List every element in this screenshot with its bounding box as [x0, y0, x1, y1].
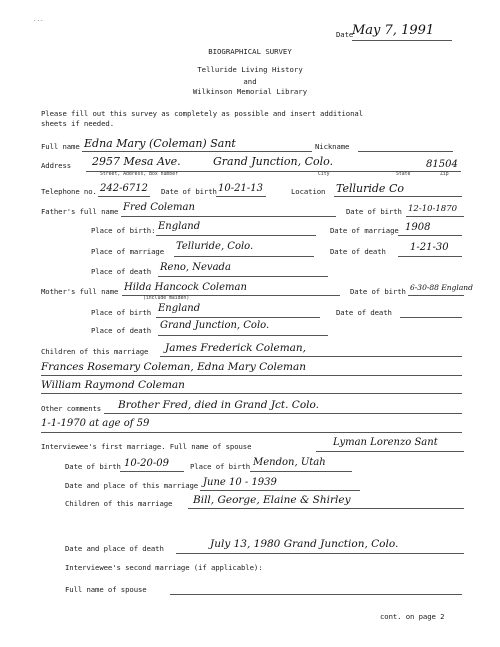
mother-pob-value: England: [158, 303, 201, 314]
maiden-note: (include maiden): [143, 296, 190, 301]
address-label: Address: [41, 161, 72, 170]
second-marriage-label: Interviewee's second marriage (if applicable):: [65, 563, 263, 572]
address-sub-state: State: [396, 172, 411, 177]
date-place-death-label: Date and place of death: [65, 544, 164, 553]
full-name-label: Full name: [41, 142, 80, 151]
location-label: Location: [291, 187, 326, 196]
spouse-pob-label: Place of birth: [190, 462, 251, 471]
father-value: Fred Coleman: [123, 202, 195, 213]
date-value: May 7, 1991: [352, 23, 435, 38]
subtitle-2: and: [243, 77, 257, 86]
father-pob-value: England: [158, 221, 201, 232]
address-sub-zip: Zip: [440, 172, 449, 177]
date-of-marriage-label: Date of marriage: [330, 226, 399, 235]
comments-line-1: Brother Fred, died in Grand Jct. Colo.: [118, 399, 319, 411]
date-label: Date: [336, 30, 354, 39]
address-sub-city: City: [318, 172, 330, 177]
date-of-death-label: Date of death: [330, 247, 386, 256]
address-sub-street: Street, Address, Box number: [100, 172, 178, 177]
mother-pod-label: Place of death: [91, 326, 152, 335]
location-value: Telluride Co: [336, 182, 404, 195]
full-name-value: Edna Mary (Coleman) Sant: [84, 137, 236, 150]
mother-value: Hilda Hancock Coleman: [124, 282, 247, 293]
place-of-death-label: Place of death: [91, 267, 152, 276]
father-death-place-value: Reno, Nevada: [160, 262, 231, 273]
mother-pob-label: Place of birth: [91, 308, 152, 317]
marriage-date-value: 1908: [405, 222, 431, 233]
spouse-value: Lyman Lorenzo Sant: [333, 437, 438, 448]
subtitle-1: Telluride Living History: [197, 65, 303, 74]
place-of-marriage-label: Place of marriage: [91, 247, 164, 256]
mother-dob-value: 6-30-88 England: [410, 283, 473, 292]
dob-value: 10-21-13: [218, 183, 263, 194]
dob-label: Date of birth: [161, 187, 217, 196]
survey-title: BIOGRAPHICAL SURVEY: [208, 47, 292, 56]
children-line-3: William Raymond Coleman: [41, 379, 185, 391]
first-marriage-label: Interviewee's first marriage. Full name of spouse: [41, 442, 252, 451]
father-dob-value: 12-10-1870: [408, 204, 458, 214]
spouse-dob-label: Date of birth: [65, 462, 121, 471]
date-place-marriage-label: Date and place of this marriage: [65, 481, 199, 490]
instructions-line-2: sheets if needed.: [41, 119, 114, 128]
corner-mark: ...: [33, 16, 44, 23]
father-death-value: 1-21-30: [410, 242, 449, 253]
father-pob-label: Place of birth:: [91, 226, 156, 235]
other-comments-label: Other comments: [41, 404, 102, 413]
comments-line-2: 1-1-1970 at age of 59: [41, 418, 150, 429]
children-marriage-value: Bill, George, Elaine & Shirley: [193, 494, 351, 506]
telephone-label: Telephone no.: [41, 187, 97, 196]
mother-label: Mother's full name: [41, 287, 119, 296]
spouse-pob-value: Mendon, Utah: [253, 457, 326, 468]
zip-value: 81504: [426, 159, 458, 170]
continued-note: cont. on page 2: [380, 612, 445, 621]
father-label: Father's full name: [41, 207, 119, 216]
children-line-2: Frances Rosemary Coleman, Edna Mary Coleman: [41, 361, 307, 373]
nickname-label: Nickname: [315, 142, 350, 151]
mother-dob-label: Date of birth: [350, 287, 406, 296]
subtitle-3: Wilkinson Memorial Library: [192, 87, 308, 96]
spouse-dob-value: 10-20-09: [124, 458, 169, 469]
children-marriage-label: Children of this marriage: [65, 499, 173, 508]
mother-dod-label: Date of death: [336, 308, 392, 317]
address-value: 2957 Mesa Ave.: [92, 155, 181, 168]
instructions-line-1: Please fill out this survey as completely as possible and insert additional: [41, 109, 363, 118]
mother-death-place-value: Grand Junction, Colo.: [160, 320, 270, 331]
children-line-1: James Frederick Coleman,: [165, 342, 307, 354]
full-name-spouse-label: Full name of spouse: [65, 585, 147, 594]
father-dob-label: Date of birth: [346, 207, 402, 216]
city-value: Grand Junction, Colo.: [213, 155, 334, 168]
children-label: Children of this marriage: [41, 347, 149, 356]
telephone-value: 242-6712: [100, 183, 148, 194]
death-value: July 13, 1980 Grand Junction, Colo.: [210, 538, 399, 550]
marriage-2-value: June 10 - 1939: [203, 477, 277, 488]
marriage-place-value: Telluride, Colo.: [176, 241, 254, 252]
